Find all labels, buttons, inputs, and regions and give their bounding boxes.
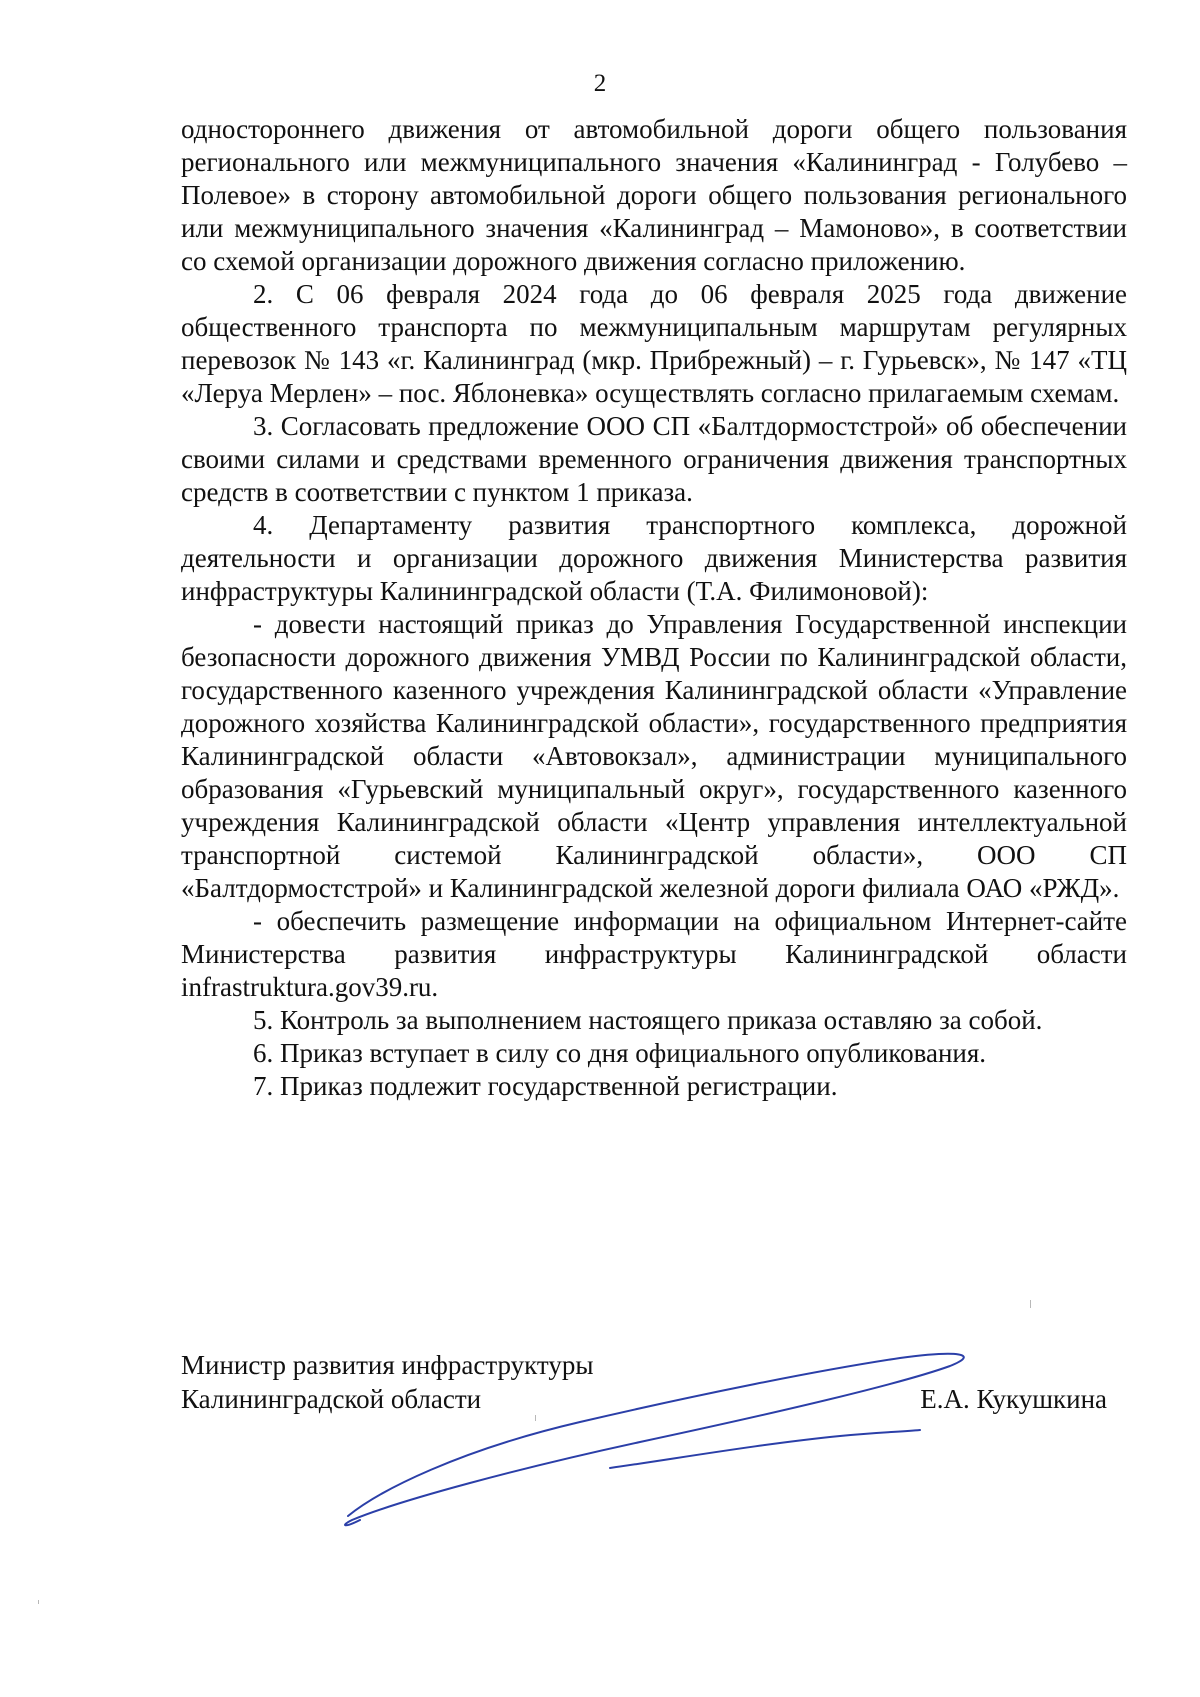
paragraph-item-5: 5. Контроль за выполнением настоящего приказа оставляю за собой. xyxy=(253,1005,1043,1035)
signatory-title-line-2: Калининградской области xyxy=(181,1384,482,1414)
paragraph-item-6: 6. Приказ вступает в силу со дня официального опубликования. xyxy=(253,1038,987,1068)
page-number: 2 xyxy=(593,70,607,97)
signatory-title-line-1: Министр развития инфраструктуры xyxy=(181,1350,594,1380)
paragraph-item-2: 2. С 06 февраля 2024 года до 06 февраля 2025 года движение общественного транспорта по межмуниципальным маршрутам регулярных перевозок № 143 «г. Калининград (мкр. Прибрежный) – г. Гурьевск», № 147 «ТЦ «Леруа Мерлен» – пос. Яблоневка» осуществлять согласно прилагаемым схемам. xyxy=(181,279,1127,408)
scan-speck xyxy=(38,1600,39,1604)
paragraph-item-4-bullet-1: - довести настоящий приказ до Управления Государственной инспекции безопасности дорожного движения УМВД России по Калининградской области, государственного казенного учреждения Калининградской области «Управление дорожного хозяйства Калининградской области», государственного предприятия Калининградской области «Автовокзал», администрации муниципального образования «Гурьевский муниципальный округ», государственного казенного учреждения Калининградской области «Центр управления интеллектуальной транспортной системой Калининградской области», ООО СП «Балтдормостстрой» и Калининградской железной дороги филиала ОАО «РЖД». xyxy=(181,609,1127,903)
order-body xyxy=(181,113,1127,1103)
paragraph-item-3: 3. Согласовать предложение ООО СП «Балтдормостстрой» об обеспечении своими силами и средствами временного ограничения движения транспортных средств в соответствии с пунктом 1 приказа. xyxy=(181,411,1127,507)
paragraph-item-7: 7. Приказ подлежит государственной регистрации. xyxy=(253,1071,838,1101)
paragraph-item-4-bullet-2: - обеспечить размещение информации на официальном Интернет-сайте Министерства развития инфраструктуры Калининградской области infrastruktura.gov39.ru. xyxy=(181,906,1127,1002)
paragraph-continuation: одностороннего движения от автомобильной дороги общего пользования регионального или межмуниципального значения «Калининград - Голубево – Полевое» в сторону автомобильной дороги общего пользования регионального или межмуниципального значения «Калининград – Мамоново», в соответствии со схемой организации дорожного движения согласно приложению. xyxy=(181,114,1127,276)
paragraph-item-4: 4. Департаменту развития транспортного комплекса, дорожной деятельности и организации дорожного движения Министерства развития инфраструктуры Калининградской области (Т.А. Филимоновой): xyxy=(181,510,1127,606)
handwritten-signature xyxy=(340,1340,1000,1530)
signatory-name: Е.А. Кукушкина xyxy=(920,1384,1107,1414)
scan-speck xyxy=(535,1415,536,1421)
scan-speck xyxy=(1030,1300,1031,1308)
